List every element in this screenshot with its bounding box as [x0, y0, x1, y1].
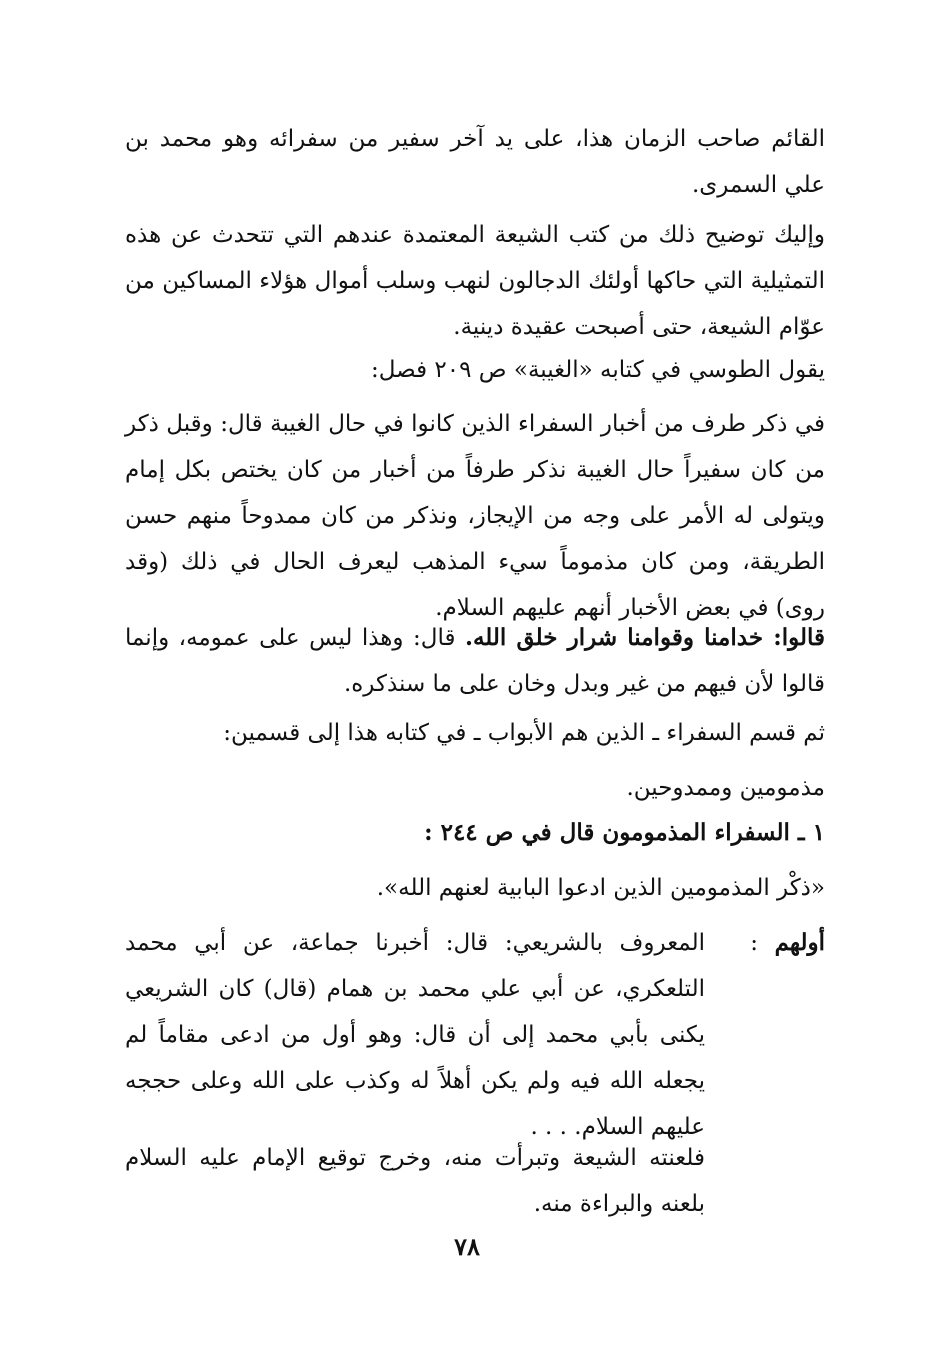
paragraph-9: فلعنته الشيعة وتبرأت منه، وخرج توقيع الإمام عليه السلام بلعنه والبراءة منه.: [125, 1145, 705, 1217]
first-entry-label: أولهم: [774, 929, 825, 956]
paragraph-3: يقول الطوسي في كتابه «الغيبة» ص ٢٠٩ فصل:: [370, 357, 825, 383]
paragraph-5-rest: قال: وهذا ليس على عمومه، وإنما قالوا لأن فيهم من غير وبدل وخان على ما سنذكره.: [125, 625, 825, 697]
paragraph-5-bold-quote: قالوا: خدامنا وقوامنا شرار خلق الله.: [464, 624, 825, 651]
paragraph-7: مذمومين وممدوحين.: [626, 775, 825, 801]
paragraph-4: في ذكر طرف من أخبار السفراء الذين كانوا في حال الغيبة قال: وقبل ذكر من كان سفيراً حال الغيبة نذكر طرفاً من أخبار من كان يختص بكل إمام ويتولى له الأمر على وجه من الإيجاز، ونذكر من كان ممدوحاً منهم حسن الطريقة، ومن كان مذموماً سيء المذهب ليعرف الحال في ذلك (وقد روى) في بعض الأخبار أنهم عليهم السلام.: [125, 411, 825, 621]
paragraph-8: «ذكْر المذمومين الذين ادعوا البابية لعنهم الله».: [376, 875, 825, 901]
page-number: ٧٨: [454, 1232, 480, 1261]
paragraph-6: ثم قسم السفراء ـ الذين هم الأبواب ـ في كتابه هذا إلى قسمين:: [223, 720, 825, 746]
first-entry-colon: :: [750, 930, 758, 956]
section-heading-1: ١ ـ السفراء المذمومون قال في ص ٢٤٤ :: [424, 819, 825, 846]
paragraph-1: القائم صاحب الزمان هذا، على يد آخر سفير من سفرائه وهو محمد بن علي السمرى.: [125, 126, 825, 198]
paragraph-2: وإليك توضيح ذلك من كتب الشيعة المعتمدة عندهم التي تتحدث عن هذه التمثيلية التي حاكها أولئك الدجالون لنهب وسلب أموال هؤلاء المساكين من عوّام الشيعة، حتى أصبحت عقيدة دينية.: [125, 222, 825, 340]
paragraph-5: [125, 615, 825, 707]
first-entry-body: المعروف بالشريعي: قال: أخبرنا جماعة، عن أبي محمد التلعكري، عن أبي علي محمد بن همام (قال) كان الشريعي يكنى بأبي محمد إلى أن قال: وهو أول من ادعى مقاماً لم يجعله الله فيه ولم يكن أهلاً له وكذب على الله وعلى حججه عليهم السلام. . . .: [125, 930, 705, 1140]
